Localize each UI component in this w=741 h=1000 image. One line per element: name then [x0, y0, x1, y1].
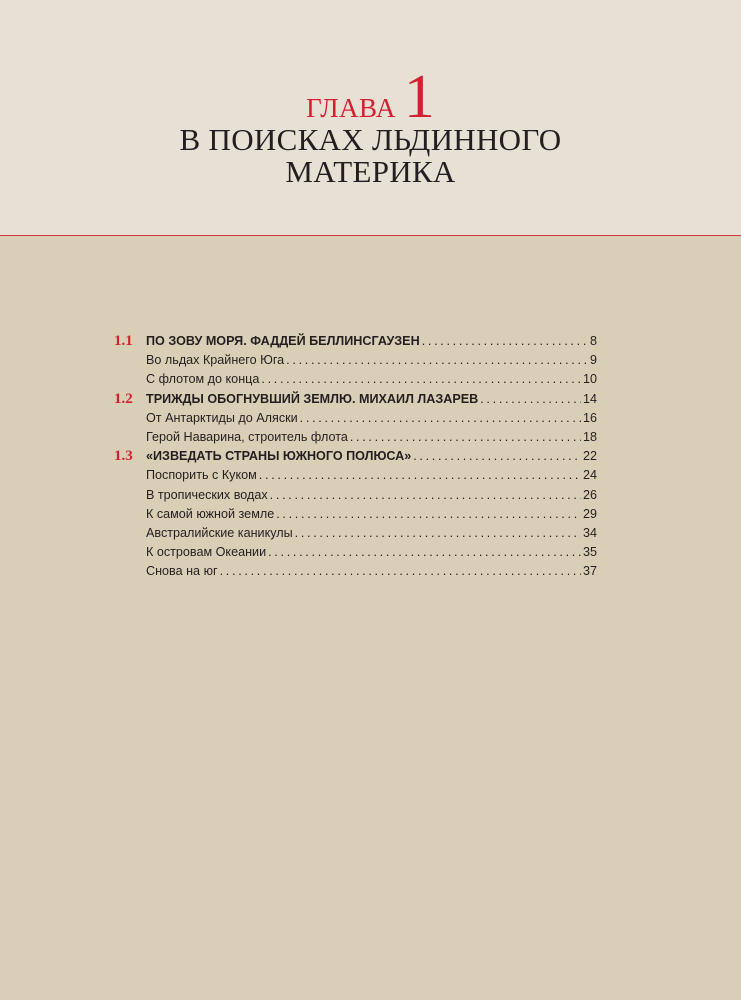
toc-entry-title: Герой Наварина, строитель флота [146, 429, 348, 444]
chapter-label: ГЛАВА [306, 93, 396, 123]
toc-entry-title: С флотом до конца [146, 372, 260, 387]
toc-page-number: 24 [582, 468, 597, 483]
toc-dot-leader [259, 466, 581, 485]
toc-section-entry[interactable] [114, 390, 597, 409]
toc-entry-title: К островам Океании [146, 545, 267, 560]
chapter-title-line-1: В ПОИСКАХ ЛЬДИННОГО [179, 122, 562, 157]
toc-page-number: 29 [582, 506, 597, 521]
chapter-header [0, 0, 741, 236]
toc-dot-leader [295, 524, 581, 543]
toc-entry-title: В тропических водах [146, 487, 268, 502]
toc-dot-leader [270, 486, 581, 505]
toc-dot-leader [480, 390, 581, 409]
toc-entry-title: ПО ЗОВУ МОРЯ. ФАДДЕЙ БЕЛЛИНСГАУЗЕН [146, 334, 420, 348]
toc-section-number: 1.1 [114, 333, 133, 349]
chapter-number: 1 [403, 63, 435, 131]
toc-page-number: 35 [582, 545, 597, 560]
toc-entry-title: «ИЗВЕДАТЬ СТРАНЫ ЮЖНОГО ПОЛЮСА» [146, 449, 412, 464]
toc-subsection-entry[interactable] [114, 409, 597, 428]
toc-subsection-entry[interactable] [114, 543, 597, 562]
toc-dot-leader [268, 543, 581, 562]
toc-page-number: 18 [582, 429, 597, 444]
table-of-contents [114, 332, 597, 581]
toc-entry-title: К самой южной земле [146, 506, 275, 521]
toc-dot-leader [300, 409, 581, 428]
chapter-title [0, 124, 741, 188]
toc-dot-leader [286, 351, 588, 370]
toc-entry-title: Австралийские каникулы [146, 525, 293, 540]
toc-dot-leader [261, 370, 581, 389]
toc-subsection-entry[interactable] [114, 505, 597, 524]
toc-dot-leader [422, 332, 588, 351]
toc-page-number: 10 [582, 372, 597, 387]
toc-entry-title: От Антарктиды до Аляски [146, 410, 298, 425]
toc-page-number: 34 [582, 525, 597, 540]
toc-subsection-entry[interactable] [114, 351, 597, 370]
toc-dot-leader [350, 428, 581, 447]
toc-subsection-entry[interactable] [114, 562, 597, 581]
toc-subsection-entry[interactable] [114, 486, 597, 505]
toc-subsection-entry[interactable] [114, 524, 597, 543]
toc-page-number: 9 [589, 353, 597, 368]
toc-subsection-entry[interactable] [114, 370, 597, 389]
toc-entry-title: ТРИЖДЫ ОБОГНУВШИЙ ЗЕМЛЮ. МИХАИЛ ЛАЗАРЕВ [146, 391, 479, 406]
chapter-heading [0, 63, 741, 131]
toc-subsection-entry[interactable] [114, 466, 597, 485]
toc-section-number: 1.2 [114, 390, 133, 407]
toc-dot-leader [220, 562, 581, 581]
toc-section-entry[interactable] [114, 447, 597, 466]
toc-section-entry[interactable] [114, 332, 597, 351]
toc-dot-leader [276, 505, 581, 524]
toc-page-number: 26 [582, 487, 597, 502]
toc-page-number: 14 [582, 391, 597, 406]
toc-entry-title: Снова на юг [146, 564, 218, 579]
toc-dot-leader [413, 447, 581, 466]
toc-entry-title: Во льдах Крайнего Юга [146, 353, 285, 368]
toc-section-number: 1.3 [114, 448, 133, 465]
chapter-title-line-2: МАТЕРИКА [285, 154, 456, 189]
toc-page-number: 22 [582, 449, 597, 464]
toc-entry-title: Поспорить с Куком [146, 468, 257, 483]
toc-page-number: 8 [589, 334, 597, 348]
toc-page-number: 37 [582, 564, 597, 579]
toc-subsection-entry[interactable] [114, 428, 597, 447]
toc-page-number: 16 [582, 410, 597, 425]
